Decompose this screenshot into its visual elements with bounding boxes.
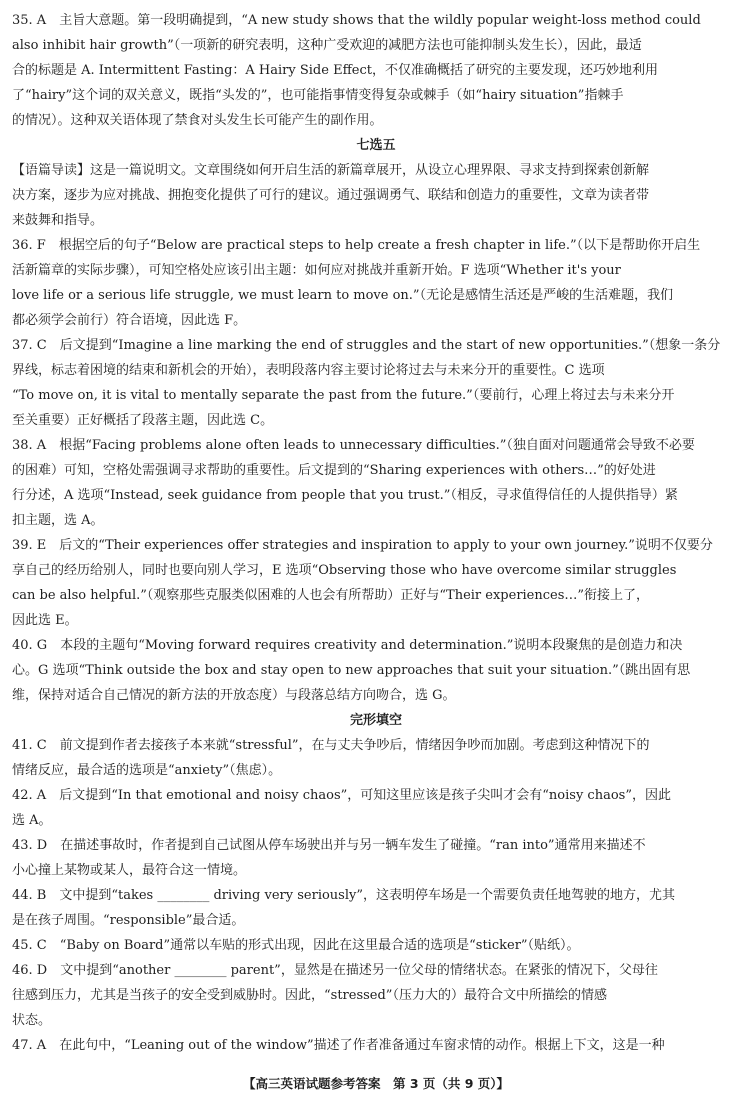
answer-line: 因此选 E。 [12, 613, 78, 628]
answer-line: 39. E 后文的“Their experiences offer strategies and inspiration to apply to your own journey.”说明不仅要分 [12, 538, 713, 553]
answer-line: 扣主题，选 A。 [12, 513, 104, 528]
answer-44 [12, 883, 740, 933]
answer-36 [12, 233, 740, 333]
section-heading-cloze: 完形填空 [349, 713, 402, 728]
answer-line: 45. C “Baby on Board”通常以车贴的形式出现，因此在这里最合适的选项是“sticker”（贴纸）。 [12, 938, 580, 953]
section-heading-seven-choose-five: 七选五 [356, 138, 396, 153]
answer-43 [12, 833, 740, 883]
answer-line: 至关重要）正好概括了段落主题，因此选 C。 [12, 413, 274, 428]
answer-line: “To move on, it is vital to mentally separate the past from the future.”（要前行，心理上将过去与未来分开 [12, 388, 675, 403]
answer-40 [12, 633, 740, 708]
answer-line: 42. A 后文提到“In that emotional and noisy chaos”，可知这里应该是孩子尖叫才会有“noisy chaos”，因此 [12, 788, 671, 803]
answer-line: 了“hairy”这个词的双关意义，既指“头发的”，也可能指事情变得复杂或棘手（如“hairy situation”指棘手 [12, 88, 624, 103]
answer-line: 47. A 在此句中，“Leaning out of the window”描述了作者准备通过车窗求情的动作。根据上下文，这是一种 [12, 1038, 665, 1053]
answer-line: 46. D 文中提到“another ________ parent”，显然是在描述另一位父母的情绪状态。在紧张的情况下，父母往 [12, 963, 658, 978]
answer-41 [12, 733, 740, 783]
answer-42 [12, 783, 740, 833]
answer-line: 的情况）。这种双关语体现了禁食对头发生长可能产生的副作用。 [12, 113, 383, 128]
answer-45 [12, 933, 740, 958]
answer-line: 37. C 后文提到“Imagine a line marking the end of struggles and the start of new opportunities.”（想象一条分 [12, 338, 721, 353]
answer-line: 41. C 前文提到作者去接孩子本来就“stressful”，在与丈夫争吵后，情绪因争吵而加剧。考虑到这种情况下的 [12, 738, 650, 753]
answer-46 [12, 958, 740, 1033]
answer-line: 心。G 选项“Think outside the box and stay open to new approaches that suit your situation.”（跳出固有思 [12, 663, 691, 678]
answer-line: 界线，标志着困境的结束和新机会的开始），表明段落内容主要讨论将过去与未来分开的重要性。C 选项 [12, 363, 605, 378]
answer-line: 往感到压力，尤其是当孩子的安全受到威胁时。因此，“stressed”（压力大的）最符合文中所描绘的情感 [12, 988, 607, 1003]
answer-37 [12, 333, 740, 433]
answer-line: 是在孩子周围。“responsible”最合适。 [12, 913, 245, 928]
answer-35 [12, 8, 740, 133]
answer-39 [12, 533, 740, 633]
answer-line: 都必须学会前行）符合语境，因此选 F。 [12, 313, 247, 328]
intro-line: 来鼓舞和指导。 [12, 213, 104, 228]
answer-line: 选 A。 [12, 813, 52, 828]
answer-line: 维，保持对适合自己情况的新方法的开放态度）与段落总结方向吻合，选 G。 [12, 688, 456, 703]
page-footer: 【高三英语试题参考答案 第 3 页（共 9 页）】 [242, 1076, 510, 1091]
answer-line: love life or a serious life struggle, we must learn to move on.”（无论是感情生活还是严峻的生活难题，我们 [12, 288, 674, 303]
answer-38 [12, 433, 740, 533]
answer-line: 享自己的经历给别人，同时也要向别人学习，E 选项“Observing those who have overcome similar struggles [12, 563, 677, 578]
intro-line: 决方案，逐步为应对挑战、拥抱变化提供了可行的建议。通过强调勇气、联结和创造力的重要性，文章为读者带 [12, 188, 650, 203]
answer-line: 合的标题是 A. Intermittent Fasting：A Hairy Side Effect，不仅准确概括了研究的主要发现，还巧妙地利用 [12, 63, 659, 78]
answer-page [12, 8, 740, 1058]
answer-line: 行分述，A 选项“Instead, seek guidance from people that you trust.”（相反，寻求值得信任的人提供指导）紧 [12, 488, 678, 503]
answer-47 [12, 1033, 740, 1058]
passage-intro [12, 158, 740, 233]
answer-line: can be also helpful.”（观察那些克服类似困难的人也会有所帮助）正好与“Their experiences…”衔接上了， [12, 588, 650, 603]
answer-line: 40. G 本段的主题句“Moving forward requires creativity and determination.”说明本段聚焦的是创造力和决 [12, 638, 683, 653]
answer-line: 状态。 [12, 1013, 52, 1028]
answer-line: also inhibit hair growth”（一项新的研究表明，这种广受欢迎的减肥方法也可能抑制头发生长），因此，最适 [12, 38, 642, 53]
answer-line: 活新篇章的实际步骤），可知空格处应该引出主题：如何应对挑战并重新开始。F 选项“Whether it's your [12, 263, 621, 278]
answer-line: 38. A 根据“Facing problems alone often leads to unnecessary difficulties.”（独自面对问题通常会导致不必要 [12, 438, 695, 453]
answer-line: 小心撞上某物或某人，最符合这一情境。 [12, 863, 247, 878]
answer-line: 43. D 在描述事故时，作者提到自己试图从停车场驶出并与另一辆车发生了碰撞。“ran into”通常用来描述不 [12, 838, 646, 853]
answer-line: 36. F 根据空后的句子“Below are practical steps to help create a fresh chapter in life.”（以下是帮助你开启生 [12, 238, 701, 253]
answer-line: 情绪反应，最合适的选项是“anxiety”（焦虑）。 [12, 763, 282, 778]
answer-line: 44. B 文中提到“takes ________ driving very seriously”，这表明停车场是一个需要负责任地驾驶的地方，尤其 [12, 888, 675, 903]
intro-line: 【语篇导读】这是一篇说明文。文章围绕如何开启生活的新篇章展开，从设立心理界限、寻求支持到探索创新解 [12, 163, 650, 178]
answer-line: 35. A 主旨大意题。第一段明确提到，“A new study shows that the wildly popular weight-loss method could [12, 13, 701, 28]
answer-line: 的困难）可知，空格处需强调寻求帮助的重要性。后文提到的“Sharing experiences with others…”的好处进 [12, 463, 656, 478]
